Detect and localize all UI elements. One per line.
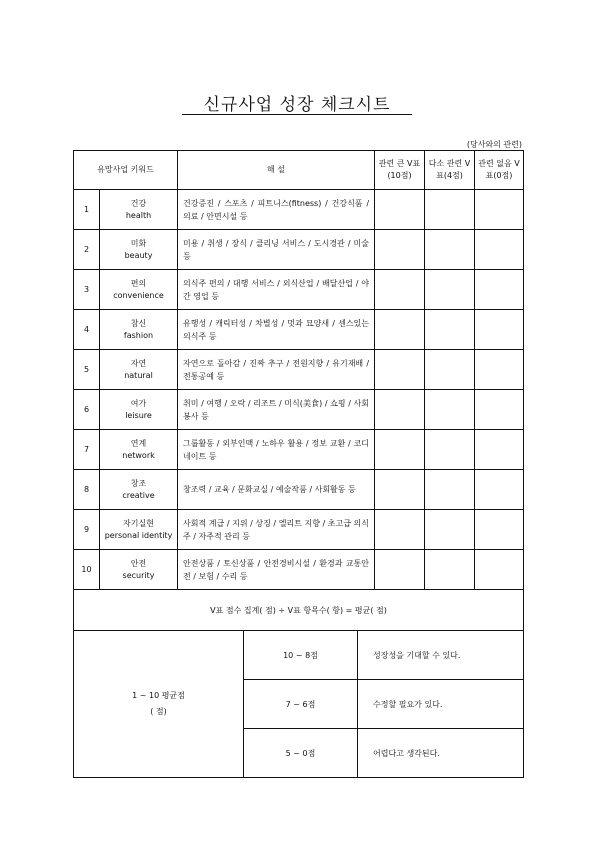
keyword-cell	[100, 270, 178, 310]
keyword-cell	[100, 230, 178, 270]
keyword-en: security	[122, 570, 155, 580]
checklist-row	[74, 430, 524, 470]
description-cell: 창조력 / 교육 / 문화교실 / 예술작품 / 사회활동 등	[178, 470, 375, 510]
keyword-en: health	[125, 210, 152, 220]
keyword-kr: 자기실현	[123, 518, 154, 528]
keyword-en: creative	[122, 490, 155, 500]
checklist-row	[74, 350, 524, 390]
keyword-cell	[100, 350, 178, 390]
checklist-row	[74, 270, 524, 310]
keyword-en: personal identity	[104, 530, 173, 540]
keyword-kr: 창조	[130, 478, 147, 488]
keyword-kr: 편의	[130, 278, 147, 288]
row-number: 2	[74, 230, 100, 270]
keyword-en: network	[122, 450, 155, 460]
row-number: 7	[74, 430, 100, 470]
check-cell-v10[interactable]	[375, 470, 425, 510]
keyword-kr: 건강	[130, 198, 147, 208]
check-cell-v10[interactable]	[375, 230, 425, 270]
checklist-row	[74, 190, 524, 230]
check-cell-v10[interactable]	[375, 310, 425, 350]
title-underline	[182, 114, 412, 115]
check-cell-v4[interactable]	[425, 310, 475, 350]
header-row	[74, 151, 524, 190]
checklist-row	[74, 310, 524, 350]
check-cell-v10[interactable]	[375, 430, 425, 470]
header-keyword: 유망사업 키워드	[74, 151, 178, 190]
check-cell-v4[interactable]	[425, 550, 475, 590]
row-number: 1	[74, 190, 100, 230]
check-cell-v4[interactable]	[425, 350, 475, 390]
checklist-row	[74, 550, 524, 590]
check-cell-v10[interactable]	[375, 270, 425, 310]
check-cell-v0[interactable]	[475, 190, 524, 230]
check-cell-v0[interactable]	[475, 310, 524, 350]
check-cell-v4[interactable]	[425, 430, 475, 470]
row-number: 4	[74, 310, 100, 350]
description-cell: 사회적 계급 / 지위 / 상징 / 엘리트 지향 / 초고급 의식주 / 자주적 관리 등	[178, 510, 375, 550]
keyword-cell	[100, 510, 178, 550]
description-cell: 그룹활동 / 외부인맥 / 노하우 활용 / 정보 교환 / 코디네이트 등	[178, 430, 375, 470]
description-cell: 안전상품 / 토신상품 / 안전경비시설 / 환경과 교통안전 / 보험 / 수리 등	[178, 550, 375, 590]
page-title: 신규사업 성장 체크시트	[203, 95, 391, 115]
score-range: 10 ~ 8점	[244, 631, 358, 680]
formula-row	[74, 590, 524, 631]
keyword-cell	[100, 430, 178, 470]
check-cell-v0[interactable]	[475, 230, 524, 270]
relation-note: (당사와의 관련)	[466, 140, 522, 149]
row-number: 3	[74, 270, 100, 310]
check-cell-v10[interactable]	[375, 510, 425, 550]
keyword-en: natural	[124, 370, 153, 380]
keyword-cell	[100, 310, 178, 350]
description-cell: 건강증진 / 스포츠 / 피트니스(fitness) / 건강식품 / 의료 / 안면시설 등	[178, 190, 375, 230]
keyword-en: fashion	[123, 330, 154, 340]
header-description: 해 설	[178, 151, 375, 190]
row-number: 8	[74, 470, 100, 510]
check-cell-v0[interactable]	[475, 550, 524, 590]
description-cell: 취미 / 여행 / 오락 / 리조트 / 미식(美食) / 쇼핑 / 사회봉사 등	[178, 390, 375, 430]
score-verdict: 수정할 필요가 있다.	[358, 680, 524, 729]
check-cell-v0[interactable]	[475, 510, 524, 550]
score-verdict: 어렵다고 생각된다.	[358, 729, 524, 778]
score-range: 7 ~ 6점	[244, 680, 358, 729]
header-v0: 관련 없음 V표(0점)	[475, 151, 524, 190]
keyword-en: leisure	[125, 410, 152, 420]
description-cell: 자연으로 돌아감 / 진짜 추구 / 전원지향 / 유기재배 / 전통공예 등	[178, 350, 375, 390]
average-blank: ( 점)	[150, 707, 167, 716]
keyword-en: convenience	[113, 290, 164, 300]
check-cell-v0[interactable]	[475, 270, 524, 310]
score-row	[74, 631, 524, 680]
checklist-table	[73, 150, 524, 631]
checklist-row	[74, 390, 524, 430]
check-cell-v4[interactable]	[425, 390, 475, 430]
check-cell-v10[interactable]	[375, 390, 425, 430]
check-cell-v0[interactable]	[475, 350, 524, 390]
keyword-kr: 미화	[130, 238, 147, 248]
score-verdict: 성장성을 기대할 수 있다.	[358, 631, 524, 680]
check-cell-v0[interactable]	[475, 430, 524, 470]
check-cell-v10[interactable]	[375, 190, 425, 230]
checklist-row	[74, 230, 524, 270]
formula-text: V표 점수 집계( 점) ÷ V표 항목수( 항) = 평균( 점)	[74, 590, 524, 631]
description-cell: 미용 / 취생 / 장식 / 클리닝 서비스 / 도시경관 / 미술 등	[178, 230, 375, 270]
header-v4: 다소 관련 V표(4점)	[425, 151, 475, 190]
keyword-cell	[100, 190, 178, 230]
description-cell: 의식주 편의 / 대행 서비스 / 외식산업 / 배달산업 / 야간 영업 등	[178, 270, 375, 310]
keyword-cell	[100, 550, 178, 590]
description-cell: 유행성 / 캐릭터성 / 차별성 / 멋과 묘양새 / 센스있는 의식주 등	[178, 310, 375, 350]
keyword-kr: 참신	[130, 318, 147, 328]
keyword-en: beauty	[124, 250, 153, 260]
row-number: 10	[74, 550, 100, 590]
row-number: 9	[74, 510, 100, 550]
check-cell-v4[interactable]	[425, 230, 475, 270]
header-v10: 관련 큰 V표(10점)	[375, 151, 425, 190]
row-number: 6	[74, 390, 100, 430]
check-cell-v4[interactable]	[425, 190, 475, 230]
checklist-row	[74, 470, 524, 510]
row-number: 5	[74, 350, 100, 390]
check-cell-v0[interactable]	[475, 390, 524, 430]
keyword-cell	[100, 470, 178, 510]
score-range: 5 ~ 0점	[244, 729, 358, 778]
check-cell-v10[interactable]	[375, 550, 425, 590]
check-cell-v4[interactable]	[425, 270, 475, 310]
keyword-kr: 자연	[130, 358, 147, 368]
check-cell-v0[interactable]	[475, 470, 524, 510]
average-cell	[74, 631, 244, 778]
check-cell-v10[interactable]	[375, 350, 425, 390]
keyword-kr: 여가	[130, 398, 147, 408]
score-table	[73, 630, 524, 778]
check-cell-v4[interactable]	[425, 510, 475, 550]
average-label: 1 ~ 10 평균점	[132, 691, 185, 700]
keyword-cell	[100, 390, 178, 430]
keyword-kr: 연계	[130, 438, 147, 448]
check-cell-v4[interactable]	[425, 470, 475, 510]
checklist-row	[74, 510, 524, 550]
keyword-kr: 안전	[130, 558, 147, 568]
